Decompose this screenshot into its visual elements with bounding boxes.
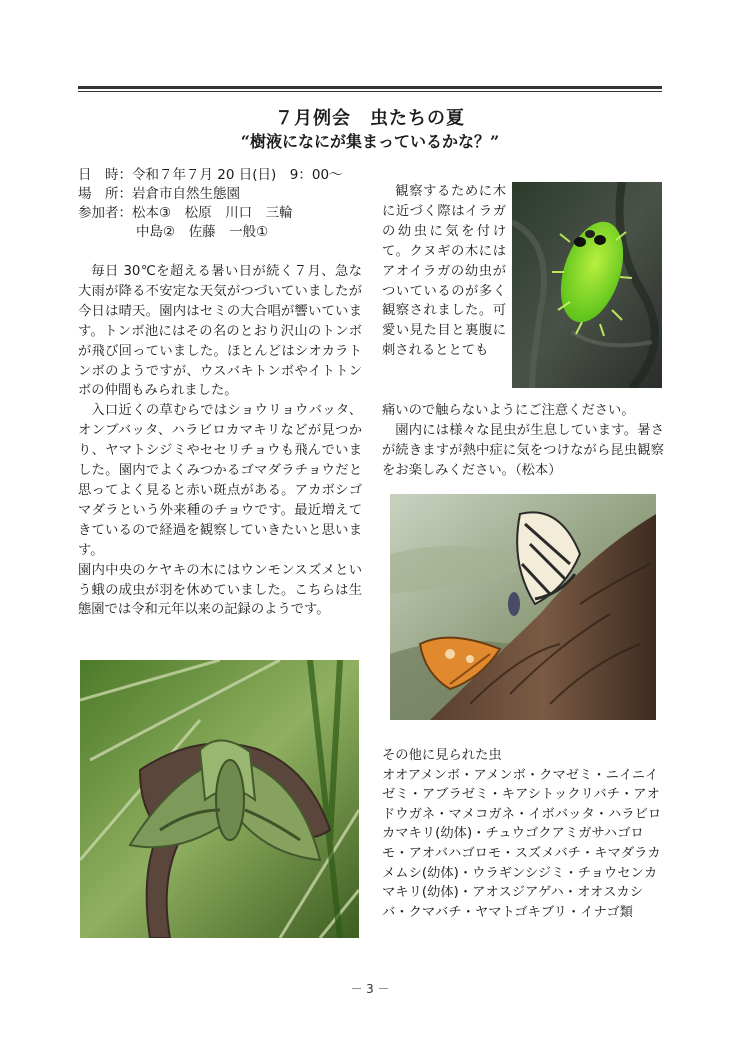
paragraph-1: 毎日 30℃を超える暑い日が続く７月、急な大雨が降る不安定な天気がつづいていましたが今日は晴天。園内はセミの大合唱が響いています。トンボ池にはその名のとおり沢山のトンボが飛び回っていました。ほとんどはシオカラトンボのようですが、ウスバキトンボやイトトンボの仲間もみられました。 [78,264,362,399]
header-rule-thick [78,86,662,89]
meta-place-row [78,185,343,204]
meta-participants-label: 参加者： [78,205,132,221]
caterpillar-photo [512,182,662,388]
meta-participants-row-2 [78,223,343,242]
other-insects-heading: その他に見られた虫 [382,748,502,763]
other-insects-list: オオアメンボ・アメンボ・クマゼミ・ニイニイゼミ・アブラゼミ・キアシトックリバチ・アオドウガネ・マメコガネ・イボバッタ・ハラビロカマキリ(幼体)・チュウゴクアミガサハゴロモ・アオバハゴロモ・スズメバチ・キマダラカメムシ(幼体)・ウラギンシジミ・チョウセンカマキリ(幼体)・アオスジアゲハ・オオスカシバ・クマバチ・ヤマトゴキブリ・イナゴ類 [382,767,662,920]
butterflies-photo [390,494,656,720]
article-body-right [382,401,664,481]
meta-date-value: 令和７年７月 20 日(日) 9：00〜 [132,167,343,183]
page-number: － 3 － [350,982,390,996]
page-title: ７月例会 虫たちの夏 [275,108,465,129]
meta-place-value: 岩倉市自然生態園 [132,186,240,202]
right-paragraph-1b: 痛いので触らないようにご注意ください。 [382,403,635,418]
page-subtitle: “樹液になにが集まっているかな？” [240,132,500,151]
event-meta [78,166,343,242]
meta-date-row [78,166,343,185]
other-insects [382,746,664,922]
header-rule-thin [78,91,662,92]
paragraph-3: 園内中央のケヤキの木にはウンモンスズメという蛾の成虫が羽を休めていました。こちらは生態園では令和元年以来の記録のようです。 [78,562,362,618]
meta-participants-row [78,204,343,223]
paragraph-2: 入口近くの草むらではショウリョウバッタ、オンブバッタ、ハラビロカマキリなどが見つかり、ヤマトシジミやセセリチョウも飛んでいました。園内でよくみつかるゴマダラチョウだと思ってよく見ると赤い斑点がある。アカボシゴマダラという外来種のチョウです。最近増えてきているので経過を観察していきたいと思います。 [78,403,362,558]
meta-participants-line1: 松本③ 松原 川口 三輪 [132,205,293,221]
right-paragraph-2: 園内には様々な昆虫が生息しています。暑さが続きますが熱中症に気をつけながら昆虫観察をお楽しみください。（松本） [382,422,664,478]
right-paragraph-1a: 観察するために木に近づく際はイラガの幼虫に気を付けて。クヌギの木にはアオイラガの幼虫がついているのが多く観察されました。可愛い見た目と裏腹に刺されるととても [382,184,506,359]
meta-place-label: 場 所： [78,186,132,202]
moth-photo [80,660,359,938]
meta-participants-line2: 中島② 佐藤 一般① [136,224,269,240]
article-body-right-wrap [382,182,506,361]
meta-date-label: 日 時： [78,167,132,183]
article-body-left [78,262,362,620]
